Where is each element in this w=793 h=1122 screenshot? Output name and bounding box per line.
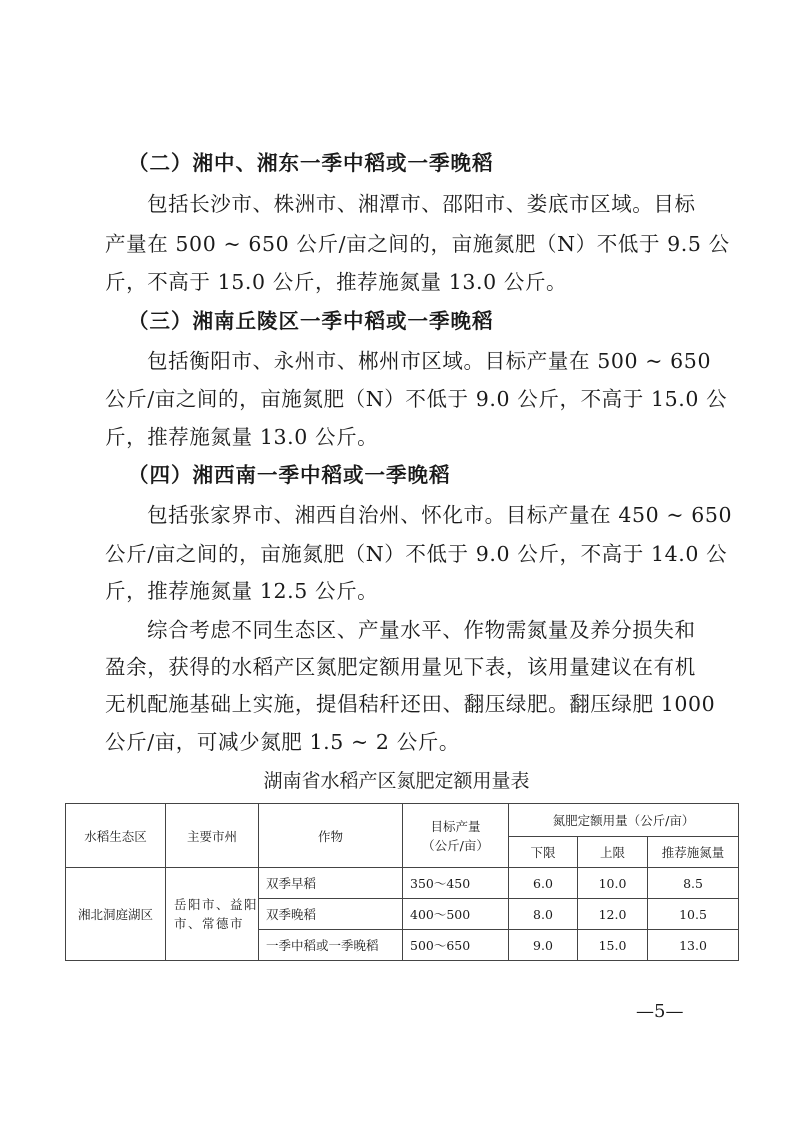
summary-line-1: 综合考虑不同生态区、产量水平、作物需氮量及养分损失和: [147, 618, 696, 642]
cities-cell: [166, 868, 259, 961]
table-row: [66, 868, 739, 899]
target-yield-cell: 350～450: [403, 868, 509, 899]
page-number: —5—: [636, 1001, 684, 1022]
nitrogen-quota-table: [65, 803, 739, 961]
summary-line-3: 无机配施基础上实施，提倡秸秆还田、翻压绿肥。翻压绿肥 1000: [105, 692, 716, 716]
upper-cell: 15.0: [578, 930, 648, 961]
header-recommended: 推荐施氮量: [648, 837, 739, 868]
recommended-cell: 13.0: [648, 930, 739, 961]
recommended-cell: 8.5: [648, 868, 739, 899]
header-quota-group: 氮肥定额用量（公斤/亩）: [509, 804, 739, 837]
header-region: 水稻生态区: [66, 804, 166, 868]
header-target-yield: [403, 804, 509, 868]
section-4-line-2: 公斤/亩之间的，亩施氮肥（N）不低于 9.0 公斤，不高于 14.0 公: [105, 542, 728, 566]
cities-line-1: 岳阳市、益阳: [174, 897, 259, 912]
section-3-line-1: 包括衡阳市、永州市、郴州市区域。目标产量在 500 ~ 650: [147, 349, 712, 373]
section-2-line-3: 斤，不高于 15.0 公斤，推荐施氮量 13.0 公斤。: [105, 270, 568, 294]
header-target-yield-line2: （公斤/亩）: [422, 837, 489, 853]
header-target-yield-line1: 目标产量: [430, 818, 481, 834]
lower-cell: 9.0: [509, 930, 578, 961]
target-yield-cell: 400～500: [403, 899, 509, 930]
recommended-cell: 10.5: [648, 899, 739, 930]
crop-cell: 一季中稻或一季晚稻: [259, 930, 403, 961]
header-upper: 上限: [578, 837, 648, 868]
section-2-line-1: 包括长沙市、株洲市、湘潭市、邵阳市、娄底市区域。目标: [147, 192, 696, 216]
region-cell: 湘北洞庭湖区: [66, 868, 166, 961]
crop-cell: 双季晚稻: [259, 899, 403, 930]
section-heading-3: （三）湘南丘陵区一季中稻或一季晚稻: [128, 309, 494, 333]
table-title: 湖南省水稻产区氮肥定额用量表: [263, 770, 530, 792]
header-cities: 主要市州: [166, 804, 259, 868]
summary-line-2: 盈余，获得的水稻产区氮肥定额用量见下表，该用量建议在有机: [105, 655, 696, 679]
header-lower: 下限: [509, 837, 578, 868]
upper-cell: 12.0: [578, 899, 648, 930]
section-heading-2: （二）湘中、湘东一季中稻或一季晚稻: [128, 151, 494, 175]
target-yield-cell: 500～650: [403, 930, 509, 961]
section-4-line-1: 包括张家界市、湘西自治州、怀化市。目标产量在 450 ~ 650: [147, 503, 733, 527]
cities-line-2: 市、常德市: [174, 916, 245, 931]
section-3-line-3: 斤，推荐施氮量 13.0 公斤。: [105, 425, 379, 449]
crop-cell: 双季早稻: [259, 868, 403, 899]
upper-cell: 10.0: [578, 868, 648, 899]
lower-cell: 8.0: [509, 899, 578, 930]
section-2-line-2: 产量在 500 ~ 650 公斤/亩之间的，亩施氮肥（N）不低于 9.5 公: [105, 232, 730, 256]
section-3-line-2: 公斤/亩之间的，亩施氮肥（N）不低于 9.0 公斤，不高于 15.0 公: [105, 387, 728, 411]
header-crop: 作物: [259, 804, 403, 868]
lower-cell: 6.0: [509, 868, 578, 899]
section-heading-4: （四）湘西南一季中稻或一季晚稻: [128, 463, 451, 487]
section-4-line-3: 斤，推荐施氮量 12.5 公斤。: [105, 579, 379, 603]
summary-line-4: 公斤/亩，可减少氮肥 1.5 ~ 2 公斤。: [105, 730, 460, 754]
